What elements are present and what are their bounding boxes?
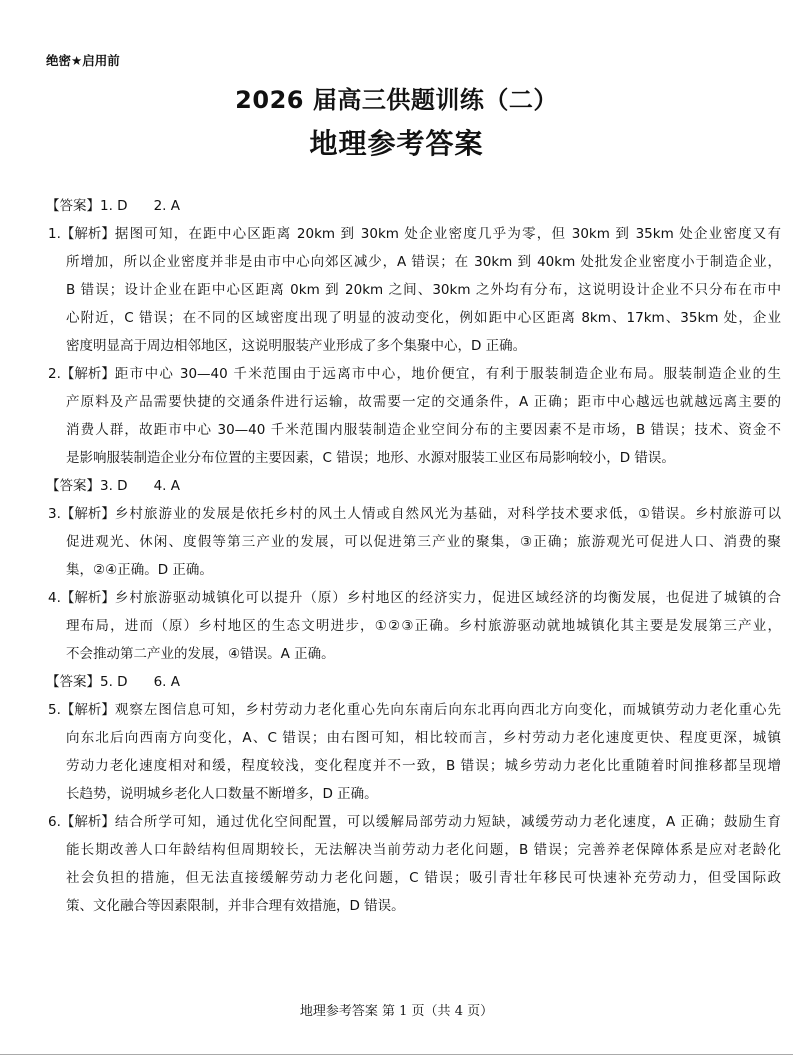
analysis-number: 3.【解析】 — [48, 506, 115, 522]
answer-content — [46, 192, 781, 920]
analysis-line: 据图可知，在距中心区距离 20km 到 30km 处企业密度几乎为零，但 30km 到 35km 处企业密度又有 — [114, 226, 781, 242]
analysis-number: 2.【解析】 — [48, 366, 115, 382]
analysis-line: 结合所学可知，通过优化空间配置，可以缓解局部劳动力短缺，减缓劳动力老化速度，A 正确；鼓励生育 — [114, 814, 781, 830]
analysis-item-2 — [46, 360, 781, 388]
analysis-line: 乡村旅游业的发展是依托乡村的风土人情或自然风光为基础，对科学技术要求低，①错误。乡村旅游可以 — [114, 506, 781, 522]
analysis-item-3-cont — [46, 528, 781, 584]
answer-row-1 — [46, 192, 781, 220]
page-footer: 地理参考答案 第 1 页（共 4 页） — [299, 1004, 494, 1019]
analysis-line: 不会推动第二产业的发展，④错误。A 正确。 — [66, 646, 335, 662]
analysis-line: 产原料及产品需要快捷的交通条件进行运输，故需要一定的交通条件，A 正确；距市中心越远也就越远离主要的 — [66, 394, 781, 410]
answer-label: 2. A — [153, 198, 180, 214]
answer-row-2 — [46, 472, 781, 500]
analysis-number: 5.【解析】 — [48, 702, 115, 718]
analysis-item-6 — [46, 808, 781, 836]
analysis-item-5-cont — [46, 724, 781, 808]
analysis-item-2-cont — [46, 388, 781, 472]
analysis-line: 心附近，C 错误；在不同的区域密度出现了明显的波动变化，例如距中心区距离 8km、17km、35km 处，企业 — [66, 310, 781, 326]
analysis-line: 策、文化融合等因素限制，并非合理有效措施，D 错误。 — [66, 898, 405, 914]
analysis-line: B 错误；设计企业在距中心区距离 0km 到 20km 之间、30km 之外均有分布，这说明设计企业不只分布在市中 — [66, 282, 781, 298]
analysis-number: 6.【解析】 — [48, 814, 115, 830]
analysis-line: 社会负担的措施，但无法直接缓解劳动力老化问题，C 错误；吸引青壮年移民可快速补充劳动力，但受国际政 — [66, 870, 781, 886]
analysis-item-1-cont — [46, 248, 781, 360]
analysis-item-5 — [46, 696, 781, 724]
answer-label: 【答案】3. D — [46, 478, 128, 494]
analysis-item-6-cont — [46, 836, 781, 920]
analysis-line: 消费人群，故距市中心 30—40 千米范围内服装制造企业空间分布的主要因素不是市场，B 错误；技术、资金不 — [66, 422, 781, 438]
analysis-line: 观察左图信息可知，乡村劳动力老化重心先向东南后向东北再向西北方向变化，而城镇劳动力老化重心先 — [114, 702, 781, 718]
page-title: 地理参考答案 — [309, 127, 484, 160]
analysis-line: 距市中心 30—40 千米范围由于远离市中心，地价便宜，有利于服装制造企业布局。服装制造企业的生 — [114, 366, 781, 382]
analysis-item-4 — [46, 584, 781, 612]
analysis-number: 1.【解析】 — [48, 226, 115, 242]
analysis-line: 能长期改善人口年龄结构但周期较长，无法解决当前劳动力老化问题，B 错误；完善养老保障体系是应对老龄化 — [66, 842, 781, 858]
analysis-line: 是影响服装制造企业分布位置的主要因素，C 错误；地形、水源对服装工业区布局影响较小，D 错误。 — [66, 450, 675, 466]
exam-title: 2026 届高三供题训练（二） — [235, 86, 558, 114]
bottom-divider — [0, 1054, 793, 1055]
answer-label: 4. A — [153, 478, 180, 494]
confidential-label: 绝密★启用前 — [46, 53, 120, 68]
analysis-line: 密度明显高于周边相邻地区，这说明服装产业形成了多个集聚中心，D 正确。 — [66, 338, 527, 354]
analysis-item-1 — [46, 220, 781, 248]
analysis-number: 4.【解析】 — [48, 590, 115, 606]
analysis-line: 向东北后向西南方向变化，A、C 错误；由右图可知，相比较而言，乡村劳动力老化速度更快、程度更深，城镇 — [66, 730, 781, 746]
analysis-line: 所增加，所以企业密度并非是由市中心向郊区减少，A 错误；在 30km 到 40km 处批发企业密度小于制造企业， — [66, 254, 781, 270]
answer-row-3 — [46, 668, 781, 696]
analysis-item-4-cont — [46, 612, 781, 668]
analysis-line: 劳动力老化速度相对和缓，程度较浅，变化程度并不一致，B 错误；城乡劳动力老化比重随着时间推移都呈现增 — [66, 758, 781, 774]
analysis-line: 集，②④正确。D 正确。 — [66, 562, 213, 578]
answer-label: 6. A — [153, 674, 180, 690]
analysis-line: 长趋势，说明城乡老化人口数量不断增多，D 正确。 — [66, 786, 378, 802]
analysis-line: 理布局，进而（原）乡村地区的生态文明进步，①②③正确。乡村旅游驱动就地城镇化其主要是发展第三产业， — [66, 618, 781, 634]
analysis-item-3 — [46, 500, 781, 528]
answer-label: 【答案】5. D — [46, 674, 128, 690]
analysis-line: 促进观光、休闲、度假等第三产业的发展，可以促进第三产业的聚集，③正确；旅游观光可促进人口、消费的聚 — [66, 534, 781, 550]
analysis-line: 乡村旅游驱动城镇化可以提升（原）乡村地区的经济实力，促进区域经济的均衡发展，也促进了城镇的合 — [114, 590, 781, 606]
answer-label: 【答案】1. D — [46, 198, 128, 214]
